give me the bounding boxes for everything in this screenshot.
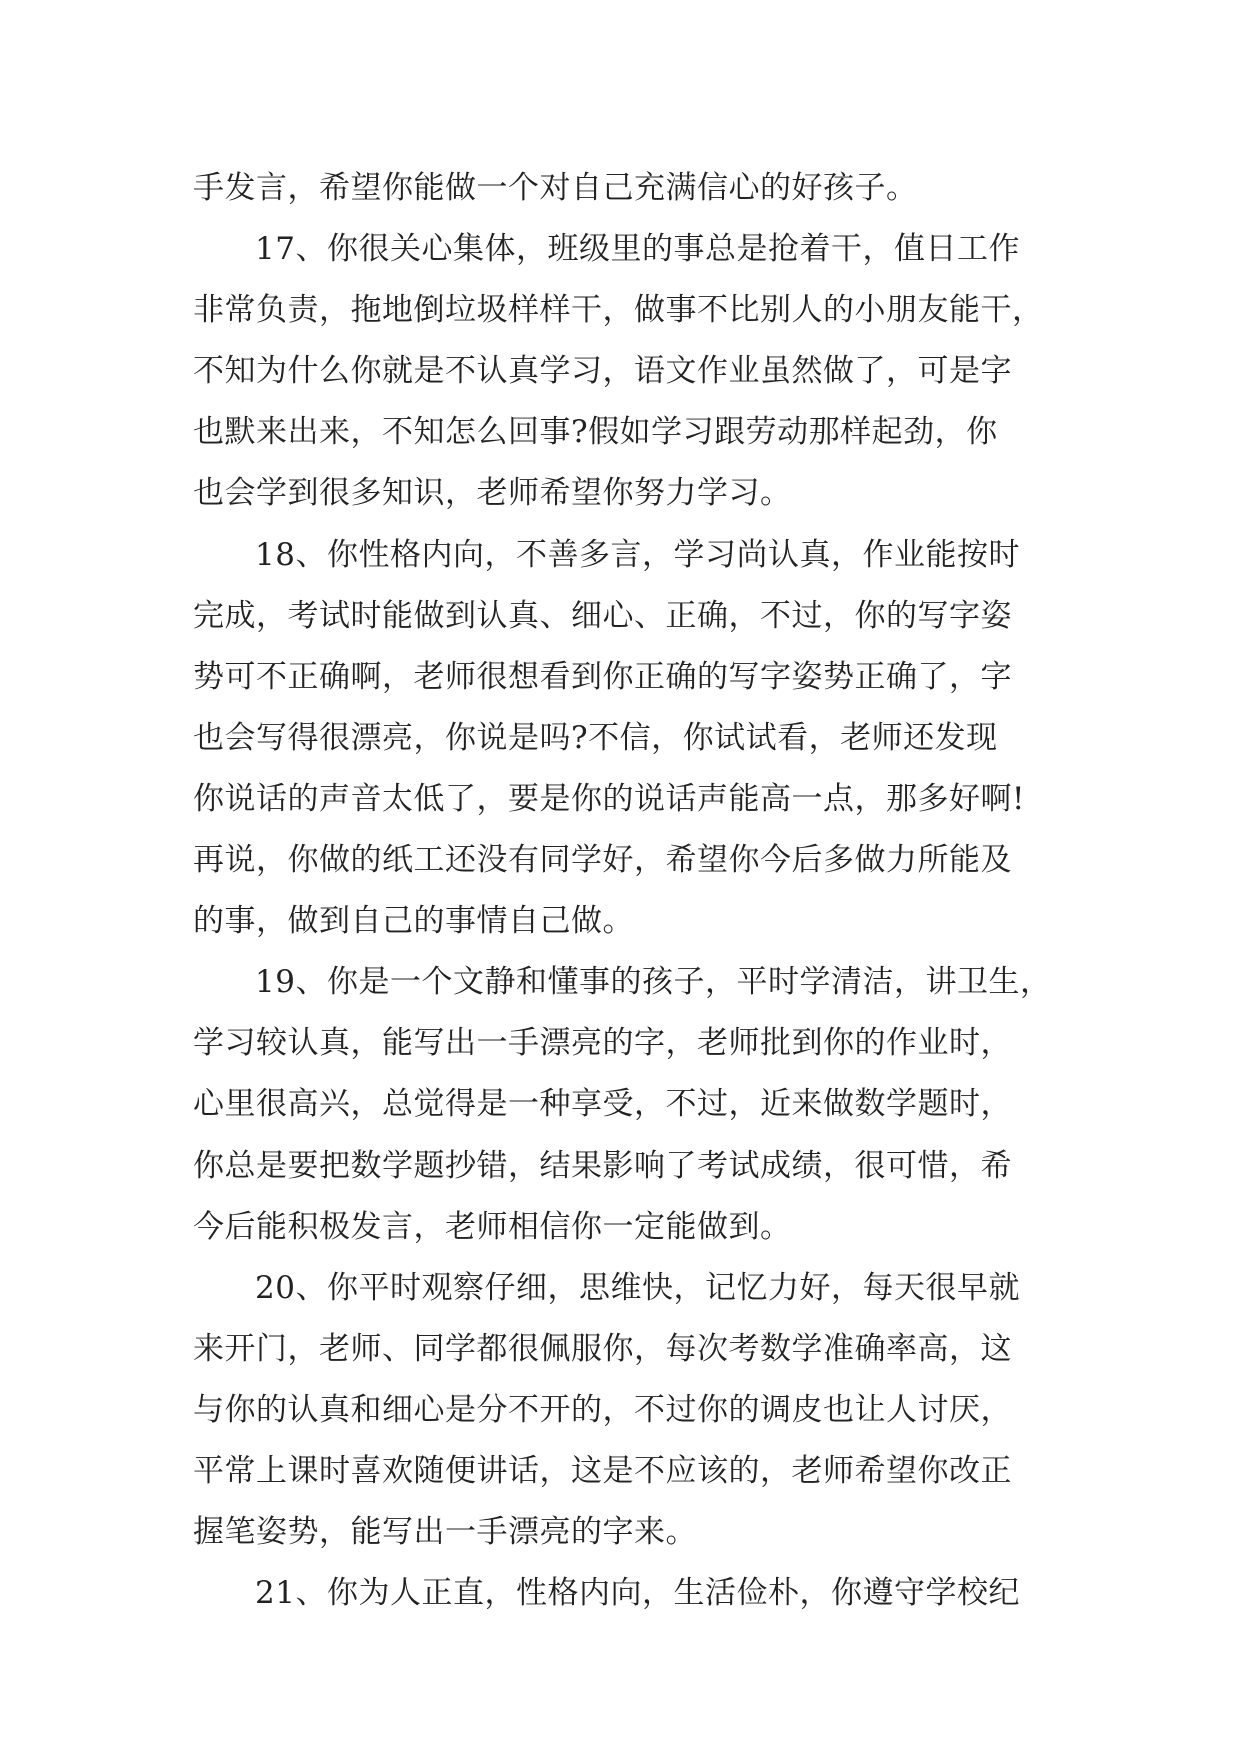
text-line: 也会学到很多知识，老师希望你努力学习。 xyxy=(193,475,792,512)
document-body xyxy=(193,158,1063,1624)
text-line: 你总是要把数学题抄错，结果影响了考试成绩，很可惜，希 xyxy=(193,1147,1012,1184)
text-line: 也会写得很漂亮，你说是吗?不信，你试试看，老师还发现 xyxy=(193,719,998,756)
text-line: 平常上课时喜欢随便讲话，这是不应该的，老师希望你改正 xyxy=(193,1452,1012,1489)
text-line: 21、你为人正直，性格内向，生活俭朴，你遵守学校纪 xyxy=(255,1575,1020,1612)
text-line: 学习较认真，能写出一手漂亮的字，老师批到你的作业时， xyxy=(193,1025,1012,1062)
text-line: 你说话的声音太低了，要是你的说话声能高一点，那多好啊! xyxy=(193,780,1025,817)
text-line: 非常负责，拖地倒垃圾样样干，做事不比别人的小朋友能干， xyxy=(193,292,1044,329)
text-line: 19、你是一个文静和懂事的孩子，平时学清洁，讲卫生， xyxy=(255,964,1052,1001)
text-line: 18、你性格内向，不善多言，学习尚认真，作业能按时 xyxy=(255,536,1020,573)
text-line: 心里很高兴，总觉得是一种享受，不过，近来做数学题时， xyxy=(193,1086,1012,1123)
text-line: 20、你平时观察仔细，思维快，记忆力好，每天很早就 xyxy=(255,1269,1020,1306)
text-line: 不知为什么你就是不认真学习，语文作业虽然做了，可是字 xyxy=(193,353,1012,390)
text-line: 的事，做到自己的事情自己做。 xyxy=(193,903,634,940)
text-line: 再说，你做的纸工还没有同学好，希望你今后多做力所能及 xyxy=(193,842,1012,879)
text-line: 今后能积极发言，老师相信你一定能做到。 xyxy=(193,1208,792,1245)
text-line: 手发言，希望你能做一个对自己充满信心的好孩子。 xyxy=(193,170,918,206)
text-line: 与你的认真和细心是分不开的，不过你的调皮也让人讨厌， xyxy=(193,1391,1012,1428)
text-line: 17、你很关心集体，班级里的事总是抢着干，值日工作 xyxy=(255,231,1020,268)
text-line: 也默来出来，不知怎么回事?假如学习跟劳动那样起劲，你 xyxy=(193,414,998,451)
text-line: 势可不正确啊，老师很想看到你正确的写字姿势正确了，字 xyxy=(193,658,1012,695)
text-line: 来开门，老师、同学都很佩服你，每次考数学准确率高，这 xyxy=(193,1330,1012,1367)
text-line: 完成，考试时能做到认真、细心、正确，不过，你的写字姿 xyxy=(193,597,1012,634)
text-line: 握笔姿势，能写出一手漂亮的字来。 xyxy=(193,1514,697,1551)
